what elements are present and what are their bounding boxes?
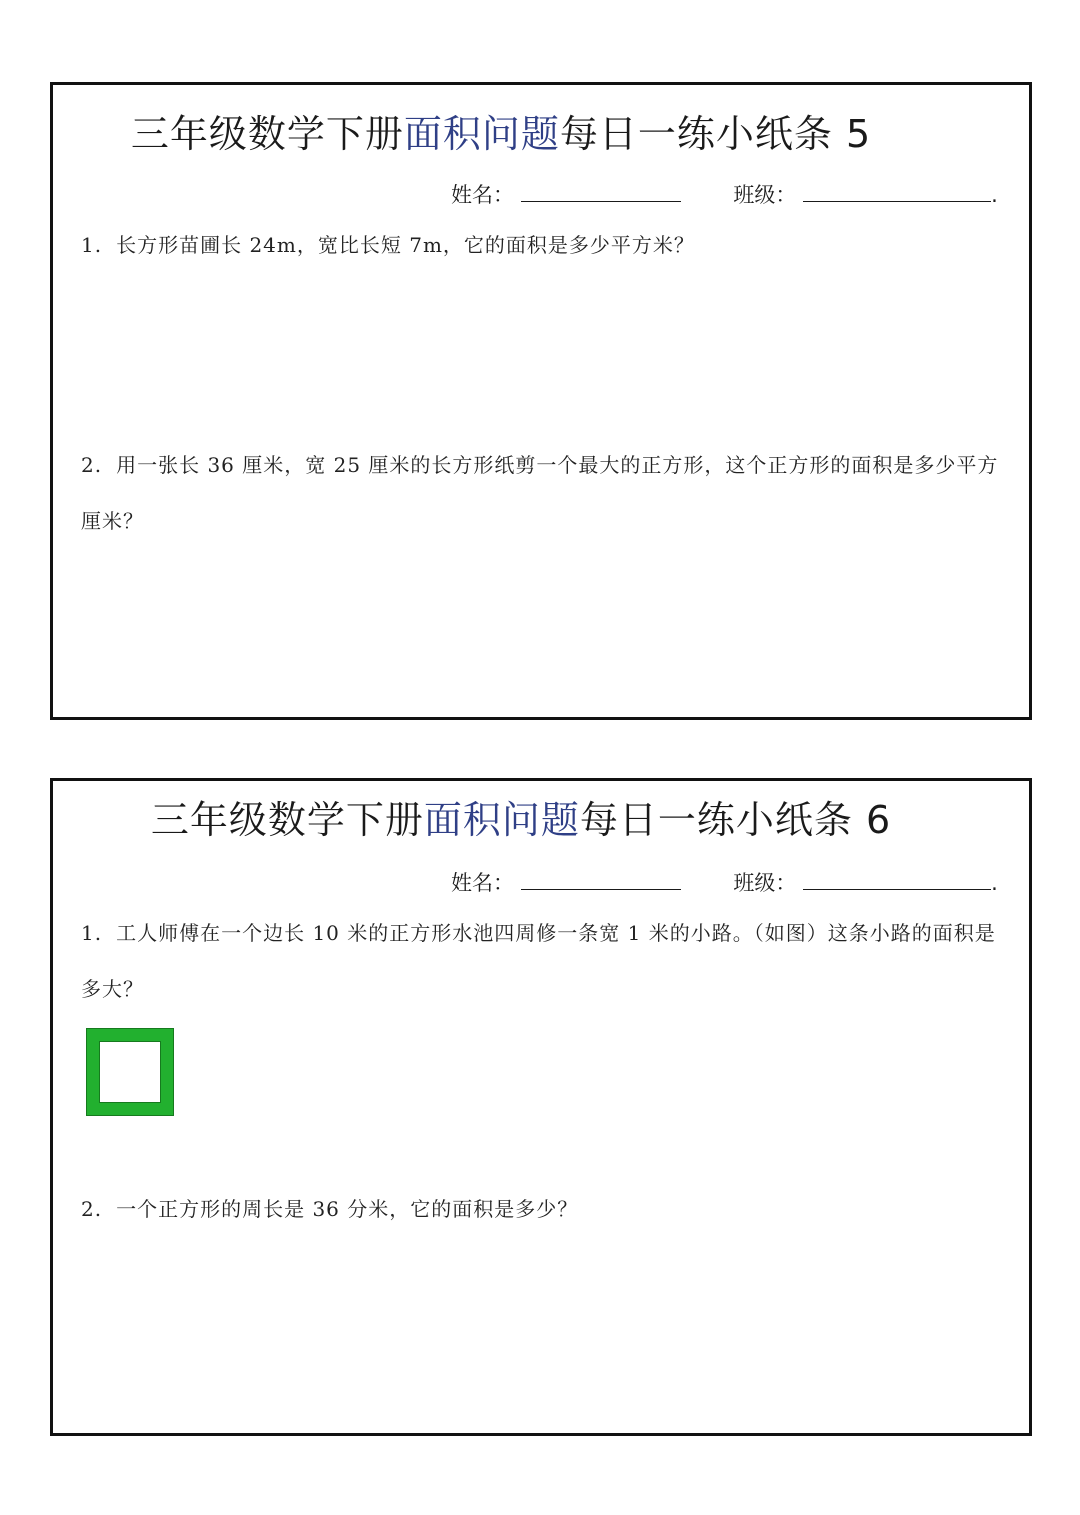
title-highlight: 面积问题 — [403, 112, 560, 156]
name-label: 姓名： — [451, 871, 514, 895]
end-mark: . — [991, 871, 998, 895]
question-2 — [81, 437, 1005, 549]
worksheet-title — [53, 103, 1029, 158]
question-number: 1. — [81, 921, 103, 945]
name-blank-line[interactable] — [521, 869, 681, 890]
question-number: 2. — [81, 1197, 103, 1221]
class-label: 班级： — [733, 871, 797, 895]
name-blank-line[interactable] — [521, 181, 681, 202]
title-suffix: 每日一练小纸条 5 — [559, 112, 872, 156]
student-info-row — [451, 867, 998, 897]
title-prefix: 三年级数学下册 — [130, 112, 404, 156]
question-text: 用一张长 36 厘米，宽 25 厘米的长方形纸剪一个最大的正方形，这个正方形的面积是多少平方厘米？ — [81, 453, 999, 533]
question-text: 一个正方形的周长是 36 分米，它的面积是多少？ — [116, 1197, 579, 1221]
end-mark: . — [991, 183, 998, 207]
question-2 — [81, 1181, 1005, 1237]
student-info-row — [451, 179, 998, 209]
worksheet-card-5 — [50, 82, 1032, 720]
pond-inner-square — [99, 1041, 161, 1103]
question-number: 1. — [81, 233, 103, 257]
class-blank-line[interactable] — [803, 869, 991, 890]
question-text: 长方形苗圃长 24m，宽比长短 7m，它的面积是多少平方米？ — [116, 233, 695, 257]
question-text: 工人师傅在一个边长 10 米的正方形水池四周修一条宽 1 米的小路。（如图）这条小路的面积是多大？ — [81, 921, 996, 1001]
class-label: 班级： — [733, 183, 797, 207]
title-suffix: 每日一练小纸条 6 — [579, 798, 892, 842]
class-blank-line[interactable] — [803, 181, 991, 202]
square-pond-with-path-icon — [87, 1029, 173, 1115]
title-highlight: 面积问题 — [423, 798, 580, 842]
worksheet-title — [53, 789, 1029, 844]
question-number: 2. — [81, 453, 103, 477]
name-label: 姓名： — [451, 183, 514, 207]
title-prefix: 三年级数学下册 — [150, 798, 424, 842]
worksheet-card-6 — [50, 778, 1032, 1436]
question-1 — [81, 905, 1005, 1017]
question-1 — [81, 217, 1005, 273]
